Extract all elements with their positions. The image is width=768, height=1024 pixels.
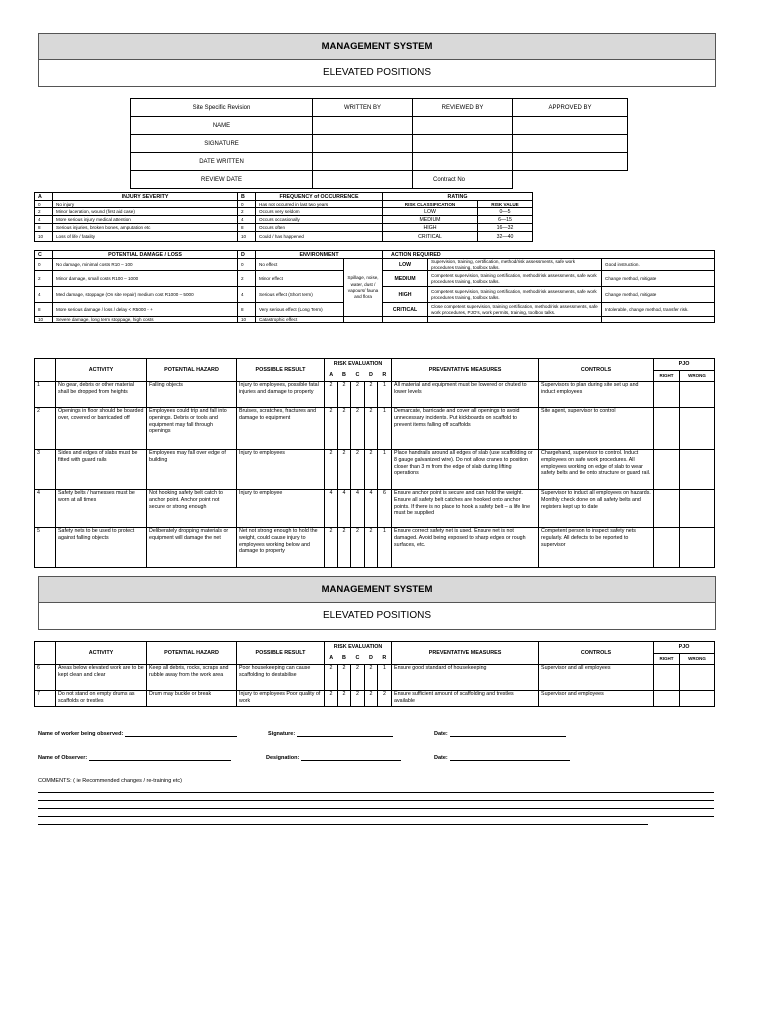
row-number: 5 bbox=[35, 528, 56, 568]
field-signature-reviewed[interactable] bbox=[413, 135, 513, 153]
activity-cell: Safety belts / harnesses must be worn at all times bbox=[56, 490, 147, 528]
environment-text: Minor effect bbox=[256, 271, 344, 287]
ref-b-title: FREQUENCY of OCCURRENCE bbox=[256, 193, 383, 201]
pjo-right-checkbox[interactable] bbox=[654, 528, 680, 568]
risk-r-value: 6 bbox=[378, 490, 392, 528]
risk-a-value: 2 bbox=[325, 408, 338, 450]
risk-value: 32—40 bbox=[478, 232, 533, 242]
date-field-2[interactable] bbox=[434, 754, 570, 761]
ref-c-letter: C bbox=[35, 251, 53, 259]
col-controls: CONTROLS bbox=[539, 642, 654, 665]
measures-cell: Ensure sufficient amount of scaffolding and trestles available bbox=[392, 691, 539, 707]
risk-c-value: 4 bbox=[351, 490, 365, 528]
risk-d-value: 2 bbox=[365, 382, 378, 408]
col-a: A bbox=[325, 654, 338, 665]
damage-text: More serious damage / loss / delay < R5000 - + bbox=[53, 303, 238, 317]
col-pjo-right: RIGHT bbox=[654, 654, 680, 665]
pjo-wrong-checkbox[interactable] bbox=[680, 408, 715, 450]
pjo-right-checkbox[interactable] bbox=[654, 450, 680, 490]
action-level bbox=[383, 317, 428, 323]
col-controls: CONTROLS bbox=[539, 359, 654, 382]
col-d: D bbox=[369, 655, 373, 662]
risk-c-value: 2 bbox=[351, 382, 365, 408]
hazard-cell: Employees may fall over edge of building bbox=[147, 450, 237, 490]
pjo-wrong-checkbox[interactable] bbox=[680, 691, 715, 707]
environment-code: 0 bbox=[238, 259, 256, 271]
col-result: POSSIBLE RESULT bbox=[237, 359, 325, 382]
damage-row bbox=[35, 317, 715, 323]
frequency-text: Occurs very seldom bbox=[256, 208, 383, 216]
risk-r-value: 1 bbox=[378, 665, 392, 691]
controls-cell: Supervisor and employees bbox=[539, 691, 654, 707]
risk-b-value: 2 bbox=[338, 691, 351, 707]
row-number: 1 bbox=[35, 382, 56, 408]
pjo-right-checkbox[interactable] bbox=[654, 490, 680, 528]
result-cell: Injury to employees Poor quality of work bbox=[237, 691, 325, 707]
col-c: C bbox=[355, 655, 360, 662]
environment-text: Very serious effect (Long Term) bbox=[256, 303, 344, 317]
risk-row bbox=[35, 382, 715, 408]
pjo-wrong-checkbox[interactable] bbox=[680, 665, 715, 691]
field-name-reviewed[interactable] bbox=[413, 117, 513, 135]
designation-label: Designation: bbox=[266, 755, 300, 761]
row-number: 2 bbox=[35, 408, 56, 450]
risk-d-value: 2 bbox=[365, 450, 378, 490]
col-r: R bbox=[378, 371, 392, 382]
col-result: POSSIBLE RESULT bbox=[237, 642, 325, 665]
damage-text: Med damage, stoppage (On site repair) medium cost R1000 – 5000 bbox=[53, 287, 238, 303]
measures-cell: Ensure correct safety net is used. Ensure net is not damaged. Avoid being exposed to sharp edges or rough surfaces, etc. bbox=[392, 528, 539, 568]
risk-c-value: 2 bbox=[351, 528, 365, 568]
date-label-2: Date: bbox=[434, 755, 448, 761]
damage-text: Severe damage, long term stoppage, high costs bbox=[53, 317, 238, 323]
field-date-written[interactable] bbox=[313, 153, 413, 171]
risk-a-value: 2 bbox=[325, 665, 338, 691]
damage-text: Minor damage, small costs R100 – 1000 bbox=[53, 271, 238, 287]
row-number: 3 bbox=[35, 450, 56, 490]
severity-text: No injury bbox=[53, 201, 238, 208]
revision-row-review-date: REVIEW DATE bbox=[131, 171, 313, 189]
result-cell: Poor housekeeping can cause scaffolding to destabilise bbox=[237, 665, 325, 691]
controls-cell: Supervisor and all employees bbox=[539, 665, 654, 691]
action-level: LOW bbox=[383, 259, 428, 271]
col-hazard: POTENTIAL HAZARD bbox=[147, 642, 237, 665]
col-d: D bbox=[369, 372, 373, 379]
environment-code: 10 bbox=[238, 317, 256, 323]
hazard-cell: Deliberately dropping materials or equipment will damage the net bbox=[147, 528, 237, 568]
col-hazard: POTENTIAL HAZARD bbox=[147, 359, 237, 382]
action-text: Competent supervision, training certification, method/risk assessments, safe work procedures training, toolbox talks. bbox=[428, 287, 602, 303]
comment-line-2[interactable] bbox=[38, 800, 714, 801]
risk-r-value: 1 bbox=[378, 382, 392, 408]
activity-cell: Do not stand on empty drums as scaffolds or trestles bbox=[56, 691, 147, 707]
pjo-right-checkbox[interactable] bbox=[654, 382, 680, 408]
risk-row bbox=[35, 691, 715, 707]
action-result: Good instruction. bbox=[602, 259, 715, 271]
risk-b-value: 2 bbox=[338, 382, 351, 408]
risk-d-value: 2 bbox=[365, 691, 378, 707]
col-pjo-wrong: WRONG bbox=[680, 371, 715, 382]
pjo-right-checkbox[interactable] bbox=[654, 691, 680, 707]
col-pjo: PJO bbox=[654, 359, 715, 371]
severity-code: 10 bbox=[35, 232, 53, 242]
page1-subtitle: ELEVATED POSITIONS bbox=[323, 67, 431, 78]
observer-field[interactable] bbox=[38, 754, 231, 761]
revision-site-specific: Site Specific Revision bbox=[131, 99, 313, 117]
damage-row bbox=[35, 259, 715, 271]
page1-title: MANAGEMENT SYSTEM bbox=[39, 34, 715, 60]
action-level: CRITICAL bbox=[383, 303, 428, 317]
risk-assessment-table-continued bbox=[34, 641, 715, 707]
contract-no-label: Contract No bbox=[413, 171, 513, 189]
risk-row bbox=[35, 665, 715, 691]
field-signature-written[interactable] bbox=[313, 135, 413, 153]
field-signature-approved[interactable] bbox=[513, 135, 628, 153]
col-measures: PREVENTATIVE MEASURES bbox=[392, 359, 539, 382]
pjo-right-checkbox[interactable] bbox=[654, 408, 680, 450]
revision-reviewed-by: REVIEWED BY bbox=[413, 99, 513, 117]
frequency-code: 4 bbox=[238, 216, 256, 224]
measures-cell: Ensure anchor point is secure and can hold the weight. Ensure all safety belt catches are hooked onto anchor points. If there is no place to hook a safety belt – a life line must be supplied bbox=[392, 490, 539, 528]
frequency-code: 8 bbox=[238, 224, 256, 232]
measures-cell: Demarcate, barricade and cover all openings to avoid unnecessary incidents. Put kickboards on scaffold to prevent items falling off scaffolds bbox=[392, 408, 539, 450]
risk-value: 6—15 bbox=[478, 216, 533, 224]
hazard-cell: Not hooking safety belt catch to anchor point. Anchor point not secure or strong enough bbox=[147, 490, 237, 528]
col-c: C bbox=[355, 372, 360, 379]
severity-text: Loss of life / fatality bbox=[53, 232, 238, 242]
environment-text: Catastrophic effect bbox=[256, 317, 344, 323]
frequency-text: Could / has happened bbox=[256, 232, 383, 242]
hazard-cell: Falling objects bbox=[147, 382, 237, 408]
risk-a-value: 2 bbox=[325, 691, 338, 707]
measures-cell: Place handrails around all edges of slab (use scaffolding or 8 gauge galvanized wire). Do not allow cranes to position closer than 3 m from the edge of slab during lifting operations bbox=[392, 450, 539, 490]
action-text: Close competent supervision, training certification, method/risk assessments, safe work procedures, PJO's, work permits, training, toolbox talks. bbox=[428, 303, 602, 317]
page1-header bbox=[38, 33, 716, 87]
environment-code: 8 bbox=[238, 303, 256, 317]
risk-d-value: 4 bbox=[365, 490, 378, 528]
ref-a-title: INJURY SEVERITY bbox=[53, 193, 238, 201]
field-name-approved[interactable] bbox=[513, 117, 628, 135]
pjo-wrong-checkbox[interactable] bbox=[680, 450, 715, 490]
risk-row bbox=[35, 408, 715, 450]
frequency-text: Occurs often bbox=[256, 224, 383, 232]
risk-row bbox=[35, 450, 715, 490]
severity-row bbox=[35, 232, 533, 242]
risk-d-value: 2 bbox=[365, 408, 378, 450]
pjo-wrong-checkbox[interactable] bbox=[680, 490, 715, 528]
observer-label: Name of Observer: bbox=[38, 755, 88, 761]
risk-b-value: 2 bbox=[338, 665, 351, 691]
col-a: A bbox=[325, 371, 338, 382]
severity-row bbox=[35, 201, 533, 208]
ref-c-title: POTENTIAL DAMAGE / LOSS bbox=[53, 251, 238, 259]
date-label-1: Date: bbox=[434, 731, 448, 737]
frequency-text: Has not occurred in last two years bbox=[256, 201, 383, 208]
damage-text: No damage, minimal costs R10 – 100 bbox=[53, 259, 238, 271]
damage-code: 8 bbox=[35, 303, 53, 317]
activity-cell: No gear, debris or other material shall be dropped from heights bbox=[56, 382, 147, 408]
damage-code: 10 bbox=[35, 317, 53, 323]
risk-c-value: 2 bbox=[351, 665, 365, 691]
comment-line-4[interactable] bbox=[38, 816, 714, 817]
risk-class: LOW bbox=[383, 208, 478, 216]
risk-row bbox=[35, 528, 715, 568]
col-pjo: PJO bbox=[654, 642, 715, 654]
severity-code: 4 bbox=[35, 216, 53, 224]
col-pjo-right: RIGHT bbox=[654, 371, 680, 382]
risk-row bbox=[35, 490, 715, 528]
comment-line-3[interactable] bbox=[38, 808, 714, 809]
row-number: 4 bbox=[35, 490, 56, 528]
risk-class-title: RISK CLASSIFICATION bbox=[383, 201, 478, 208]
revision-written-by: WRITTEN BY bbox=[313, 99, 413, 117]
pjo-right-checkbox[interactable] bbox=[654, 665, 680, 691]
page2-header bbox=[38, 576, 716, 630]
ref-rating-title: RATING bbox=[383, 193, 533, 201]
environment-text: No effect bbox=[256, 259, 344, 271]
risk-class: HIGH bbox=[383, 224, 478, 232]
field-date-reviewed[interactable] bbox=[413, 153, 513, 171]
action-result bbox=[602, 317, 715, 323]
severity-code: 0 bbox=[35, 201, 53, 208]
risk-a-value: 2 bbox=[325, 382, 338, 408]
action-result: Intolerable, change method, transfer risk. bbox=[602, 303, 715, 317]
risk-d-value: 2 bbox=[365, 665, 378, 691]
result-cell: Injury to employee bbox=[237, 490, 325, 528]
col-b: B bbox=[342, 655, 346, 662]
controls-cell: Competent person to inspect safety nets regularly. All defects to be reported to supervisor bbox=[539, 528, 654, 568]
field-review-date[interactable] bbox=[313, 171, 413, 189]
risk-class: CRITICAL bbox=[383, 232, 478, 242]
risk-c-value: 2 bbox=[351, 450, 365, 490]
severity-text: Minor laceration, wound (first aid case) bbox=[53, 208, 238, 216]
frequency-code: 2 bbox=[238, 208, 256, 216]
risk-b-value: 2 bbox=[338, 450, 351, 490]
risk-r-value: 1 bbox=[378, 528, 392, 568]
action-level: MEDIUM bbox=[383, 271, 428, 287]
frequency-code: 10 bbox=[238, 232, 256, 242]
risk-r-value: 1 bbox=[378, 408, 392, 450]
measures-cell: Ensure good standard of housekeeping bbox=[392, 665, 539, 691]
action-level: HIGH bbox=[383, 287, 428, 303]
risk-b-value: 4 bbox=[338, 490, 351, 528]
risk-r-value: 2 bbox=[378, 691, 392, 707]
damage-reference-table bbox=[34, 250, 715, 323]
frequency-code: 0 bbox=[238, 201, 256, 208]
pjo-wrong-checkbox[interactable] bbox=[680, 382, 715, 408]
environment-text: Serious effect (Short term) bbox=[256, 287, 344, 303]
severity-text: Serious injuries, broken bones, amputation etc bbox=[53, 224, 238, 232]
severity-text: More serious injury medical attention bbox=[53, 216, 238, 224]
risk-b-value: 2 bbox=[338, 528, 351, 568]
damage-code: 4 bbox=[35, 287, 53, 303]
hazard-cell: Keep all debris, rocks, scraps and rubble away from the work area bbox=[147, 665, 237, 691]
risk-c-value: 2 bbox=[351, 408, 365, 450]
signature-field[interactable] bbox=[268, 730, 393, 737]
result-cell: Bruises, scratches, fractures and damage to equipment bbox=[237, 408, 325, 450]
col-risk-eval: RISK EVALUATION bbox=[325, 642, 392, 654]
risk-c-value: 2 bbox=[351, 691, 365, 707]
controls-cell: Supervisors to plan during site set up and induct employees bbox=[539, 382, 654, 408]
ref-b-letter: B bbox=[238, 193, 256, 201]
action-result: Change method, mitigate bbox=[602, 287, 715, 303]
activity-cell: Areas below elevated work are to be kept clean and clear bbox=[56, 665, 147, 691]
comments-label: COMMENTS: ( ie Recommended changes / re-training etc) bbox=[38, 778, 182, 784]
severity-row bbox=[35, 216, 533, 224]
signature-label: Signature: bbox=[268, 731, 296, 737]
activity-cell: Openings in floor should be boarded over, covered or barricaded off bbox=[56, 408, 147, 450]
hazard-cell: Drum may buckle or break bbox=[147, 691, 237, 707]
field-name-written[interactable] bbox=[313, 117, 413, 135]
revision-row-date-written: DATE WRITTEN bbox=[131, 153, 313, 171]
risk-value: 16—32 bbox=[478, 224, 533, 232]
comment-line-5[interactable] bbox=[38, 824, 648, 825]
ref-d-title: ENVIRONMENT bbox=[256, 251, 383, 259]
risk-value-title: RISK VALUE bbox=[478, 201, 533, 208]
activity-cell: Sides and edges of slabs must be fitted with guard rails bbox=[56, 450, 147, 490]
risk-a-value: 2 bbox=[325, 528, 338, 568]
risk-r-value: 1 bbox=[378, 450, 392, 490]
controls-cell: Chargehand, supervisor to control. Induct employees on safe work procedures. All employees working on edge of slab to wear safety belts and tie onto structure or guard rail. bbox=[539, 450, 654, 490]
page2-title: MANAGEMENT SYSTEM bbox=[39, 577, 715, 603]
severity-row bbox=[35, 208, 533, 216]
result-cell: Net not strong enough to hold the weight, could cause injury to employees working below and damage to property bbox=[237, 528, 325, 568]
risk-a-value: 4 bbox=[325, 490, 338, 528]
severity-row bbox=[35, 224, 533, 232]
measures-cell: All material and equipment must be lowered or chuted to lower levels bbox=[392, 382, 539, 408]
worker-observed-field[interactable] bbox=[38, 730, 237, 737]
worker-observed-label: Name of worker being observed: bbox=[38, 731, 124, 737]
severity-reference-table bbox=[34, 192, 533, 242]
comment-line-1[interactable] bbox=[38, 792, 714, 793]
ref-action-title: ACTION REQUIRED bbox=[383, 251, 715, 259]
hazard-cell: Employees could trip and fall into openings. Debris or tools and equipment may fall through openings bbox=[147, 408, 237, 450]
activity-cell: Safety nets to be used to protect against falling objects bbox=[56, 528, 147, 568]
controls-cell: Site agent, supervisor to control bbox=[539, 408, 654, 450]
row-number: 7 bbox=[35, 691, 56, 707]
result-cell: Injury to employees bbox=[237, 450, 325, 490]
severity-code: 2 bbox=[35, 208, 53, 216]
col-risk-eval: RISK EVALUATION bbox=[325, 359, 392, 371]
action-text: Competent supervision, training certification, method/risk assessments, safe work procedures training, toolbox talks. bbox=[428, 271, 602, 287]
action-text: Supervision, training, certification, method/risk assessments, safe work procedures training, toolbox talks. bbox=[428, 259, 602, 271]
revision-approved-by: APPROVED BY bbox=[513, 99, 628, 117]
risk-a-value: 2 bbox=[325, 450, 338, 490]
col-measures: PREVENTATIVE MEASURES bbox=[392, 642, 539, 665]
col-activity: ACTIVITY bbox=[56, 359, 147, 382]
action-result: Change method, mitigate bbox=[602, 271, 715, 287]
risk-class: MEDIUM bbox=[383, 216, 478, 224]
row-number: 6 bbox=[35, 665, 56, 691]
ref-a-letter: A bbox=[35, 193, 53, 201]
pjo-wrong-checkbox[interactable] bbox=[680, 528, 715, 568]
action-text bbox=[428, 317, 602, 323]
risk-b-value: 2 bbox=[338, 408, 351, 450]
revision-row-name: NAME bbox=[131, 117, 313, 135]
ref-d-letter: D bbox=[238, 251, 256, 259]
environment-code: 4 bbox=[238, 287, 256, 303]
field-date-approved[interactable] bbox=[513, 153, 628, 171]
severity-code: 8 bbox=[35, 224, 53, 232]
environment-note: Spillage, noise, water, dust / vapours/ fauna and flora bbox=[344, 259, 383, 317]
result-cell: Injury to employees, possible fatal injuries and damage to property bbox=[237, 382, 325, 408]
col-activity: ACTIVITY bbox=[56, 642, 147, 665]
risk-assessment-table bbox=[34, 358, 715, 568]
risk-value: 0—5 bbox=[478, 208, 533, 216]
revision-table bbox=[130, 98, 628, 189]
controls-cell: Supervisor to induct all employees on hazards. Monthly check done on all safety belts and registers kept up to date bbox=[539, 490, 654, 528]
designation-field[interactable] bbox=[266, 754, 401, 761]
environment-code: 2 bbox=[238, 271, 256, 287]
date-field-1[interactable] bbox=[434, 730, 566, 737]
col-r: R bbox=[378, 654, 392, 665]
col-b: B bbox=[342, 372, 346, 379]
col-pjo-wrong: WRONG bbox=[680, 654, 715, 665]
risk-d-value: 2 bbox=[365, 528, 378, 568]
page2-subtitle: ELEVATED POSITIONS bbox=[323, 610, 431, 621]
damage-code: 2 bbox=[35, 271, 53, 287]
revision-row-signature: SIGNATURE bbox=[131, 135, 313, 153]
damage-code: 0 bbox=[35, 259, 53, 271]
frequency-text: Occurs occasionally bbox=[256, 216, 383, 224]
